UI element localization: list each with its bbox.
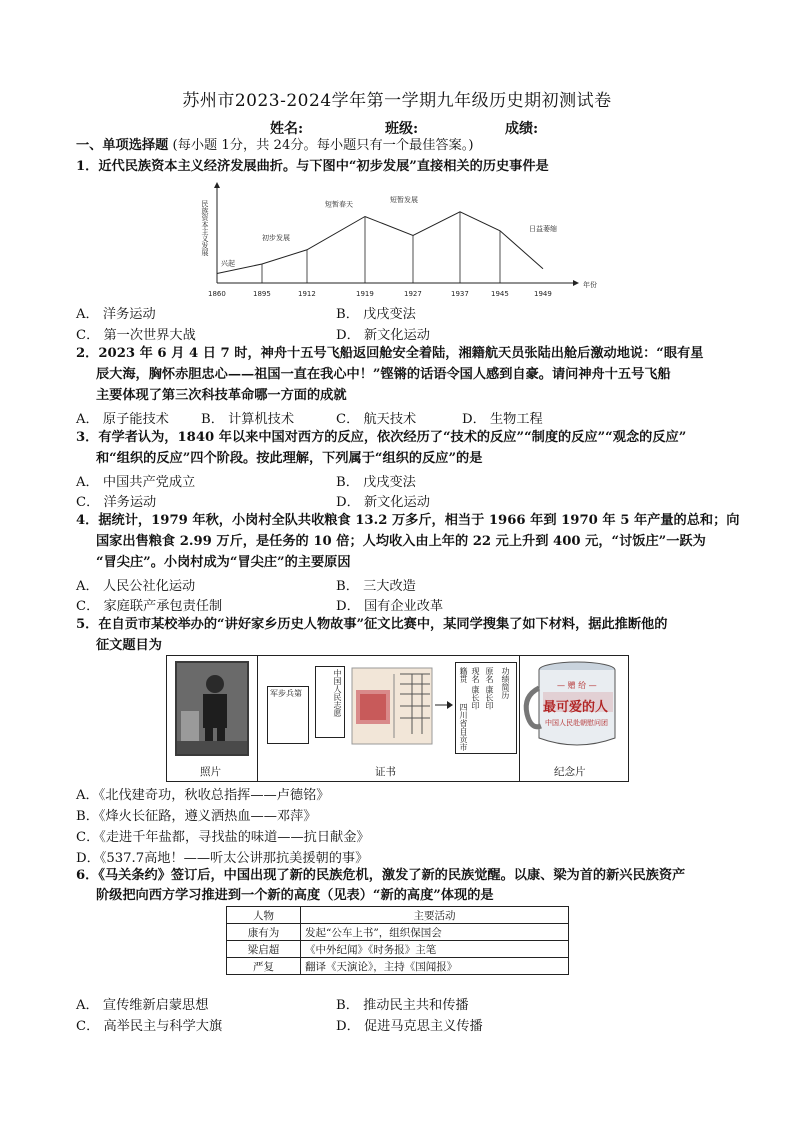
stage-annotation: 日益萎缩 [529,224,557,233]
q5-option-a: A．《北伐建奇功，秋收总指挥——卢德铭》 [76,788,330,803]
cert-record-table [455,662,517,754]
q1-stem: 1．近代民族资本主义经济发展曲折。与下图中“初步发展”直接相关的历史事件是 [76,159,549,174]
table-header: 人物 [227,907,301,924]
q4-option-c: C． 家庭联产承包责任制 [76,599,223,614]
stage-annotation: 短暂春天 [325,200,353,209]
mug-top-text: — 赠 给 — [557,681,597,690]
q2-option-c: C． 航天技术 [336,412,417,427]
section-title: 一、单项选择题 [76,138,169,153]
table-cell: 康有为 [227,924,301,941]
x-tick-label: 1919 [356,290,374,298]
q5-materials-frame [166,655,629,782]
cert-region: 四川省自贡市 [459,703,468,751]
cert-name-row: 现名 康长印 [471,667,480,710]
q4-stem-line-1: 4．据统计，1979 年秋，小岗村全队共收粮食 13.2 万多斤，相当于 1966 年到 1970 年 5 年产量的总和；向 [76,513,740,528]
q3-option-c: C． 洋务运动 [76,495,157,510]
stage-annotation: 兴起 [221,259,235,268]
q6-option-c: C． 高举民主与科学大旗 [76,1019,223,1034]
x-axis-label: 年份 [583,281,597,289]
mug-caption: 纪念片 [554,766,586,778]
section-heading [76,137,474,155]
q1-option-a: A． 洋务运动 [76,307,156,322]
y-axis-label: 民族资本主义发展 [201,200,209,256]
q6-stem-line-1: 6．《马关条约》签订后，中国出现了新的民族危机，激发了新的民族觉醒。以康、梁为首的新兴民族资产 [76,868,686,883]
q5-stem-line-1: 5．在自贡市某校举办的“讲好家乡历史人物故事”征文比赛中，某同学搜集了如下材料，据此推断他的 [76,617,668,632]
mug-panel [519,656,628,781]
q3-option-b: B． 戊戌变法 [336,475,416,490]
arrow-right-icon [435,700,453,710]
name-field-label: 姓名: [270,121,304,137]
photo-caption: 照片 [200,766,221,778]
table-cell: 严复 [227,958,301,975]
q4-option-a: A． 人民公社化运动 [76,579,196,594]
q4-stem-line-3: “冒尖庄”。小岗村成为“冒尖庄”的主要原因 [96,555,351,570]
q6-stem-line-2: 阶级把向西方学习推进到一个新的高度（见表）“新的高度”体现的是 [96,888,494,903]
cert-book-label: 中国人民志愿 [315,666,345,738]
class-field-label: 班级: [385,121,419,137]
certificate-panel [257,656,520,781]
q4-option-b: B． 三大改造 [336,579,416,594]
x-axis-arrow [573,280,579,286]
x-tick-label: 1927 [404,290,422,298]
q1-option-c: C． 第一次世界大战 [76,328,196,343]
table-row [227,958,569,975]
q4-option-d: D． 国有企业改革 [336,599,444,614]
q1-option-d: D． 新文化运动 [336,328,430,343]
cert-side-label: 军步兵第 [267,686,309,744]
table-row [227,924,569,941]
q3-stem-line-1: 3．有学者认为，1840 年以来中国对西方的反应，依次经历了“技术的反应”“制度的反应”“观念的反应” [76,430,687,445]
q2-option-b: B． 计算机技术 [201,412,295,427]
x-tick-label: 1945 [491,290,509,298]
development-line-chart [195,180,605,302]
y-axis-arrow [214,182,220,188]
stage-annotation: 短暂发展 [390,195,418,204]
q5-option-c: C．《走进千年盐都，寻找盐的味道——抗日献金》 [76,830,370,845]
q3-stem-line-2: 和“组织的反应”四个阶段。按此理解，下列属于“组织的反应”的是 [96,451,483,466]
table-cell: 翻译《天演论》，主持《国闻报》 [301,958,569,975]
q6-option-a: A． 宣传维新启蒙思想 [76,998,209,1013]
x-tick-label: 1949 [534,290,552,298]
table-header-row [227,907,569,924]
q2-stem-line-2: 辰大海，胸怀赤胆忠心——祖国一直在我心中！”铿锵的话语令国人感到自豪。请问神舟十五号飞船 [96,367,671,382]
q2-option-d: D． 生物工程 [462,412,543,427]
mug-sub-text: 中国人民赴朝慰问团 [545,719,608,727]
score-field-label: 成绩: [505,121,539,137]
series-line [217,212,543,274]
mug-main-text: 最可爱的人 [543,700,609,715]
cert-history: 功绩简历 [501,667,510,699]
q3-option-d: D． 新文化运动 [336,495,430,510]
q6-option-d: D． 促进马克思主义传播 [336,1019,483,1034]
exam-title: 苏州市2023-2024学年第一学期九年级历史期初测试卷 [182,91,612,111]
q2-stem-line-1: 2．2023 年 6 月 4 日 7 时，神舟十五号飞船返回舱安全着陆，湘籍航天员张陆出舱后激动地说：“眼有星 [76,346,704,361]
cert-orig-name: 原名 康长印 [485,667,494,710]
table-row [227,941,569,958]
cert-col-label: 籍贯 [459,667,468,683]
q2-stem-line-3: 主要体现了第三次科技革命哪一方面的成就 [96,388,347,403]
q4-stem-line-2: 国家出售粮食 2.99 万斤，是任务的 10 倍；人均收入由上年的 22 元上升到 400 元，“讨饭庄”一跃为 [96,534,706,549]
q3-option-a: A． 中国共产党成立 [76,475,196,490]
q5-option-b: B．《烽火长征路，遵义洒热血——邓萍》 [76,809,317,824]
table-cell: 《中外纪闻》《时务报》主笔 [301,941,569,958]
certificate-image [312,664,442,749]
q6-option-b: B． 推动民主共和传播 [336,998,469,1013]
q5-option-d: D．《537.7高地！——听太公讲那抗美援朝的事》 [76,851,369,866]
table-header: 主要活动 [301,907,569,924]
stage-annotation: 初步发展 [262,234,290,242]
x-tick-label: 1912 [298,290,316,298]
x-tick-label: 1937 [451,290,469,298]
section-note: (每小题 1分，共 24分。每小题只有一个最佳答案。) [172,138,474,153]
photo-panel [167,656,258,781]
x-tick-label: 1895 [253,290,271,298]
q5-stem-line-2: 征文题目为 [96,638,162,653]
table-cell: 梁启超 [227,941,301,958]
certificate-caption: 证书 [375,766,396,778]
q1-option-b: B． 戊戌变法 [336,307,416,322]
q2-option-a: A． 原子能技术 [76,412,169,427]
table-cell: 发起“公车上书”，组织保国会 [301,924,569,941]
x-tick-label: 1860 [208,290,226,298]
soldier-photo [167,656,257,781]
q6-table [226,906,569,975]
